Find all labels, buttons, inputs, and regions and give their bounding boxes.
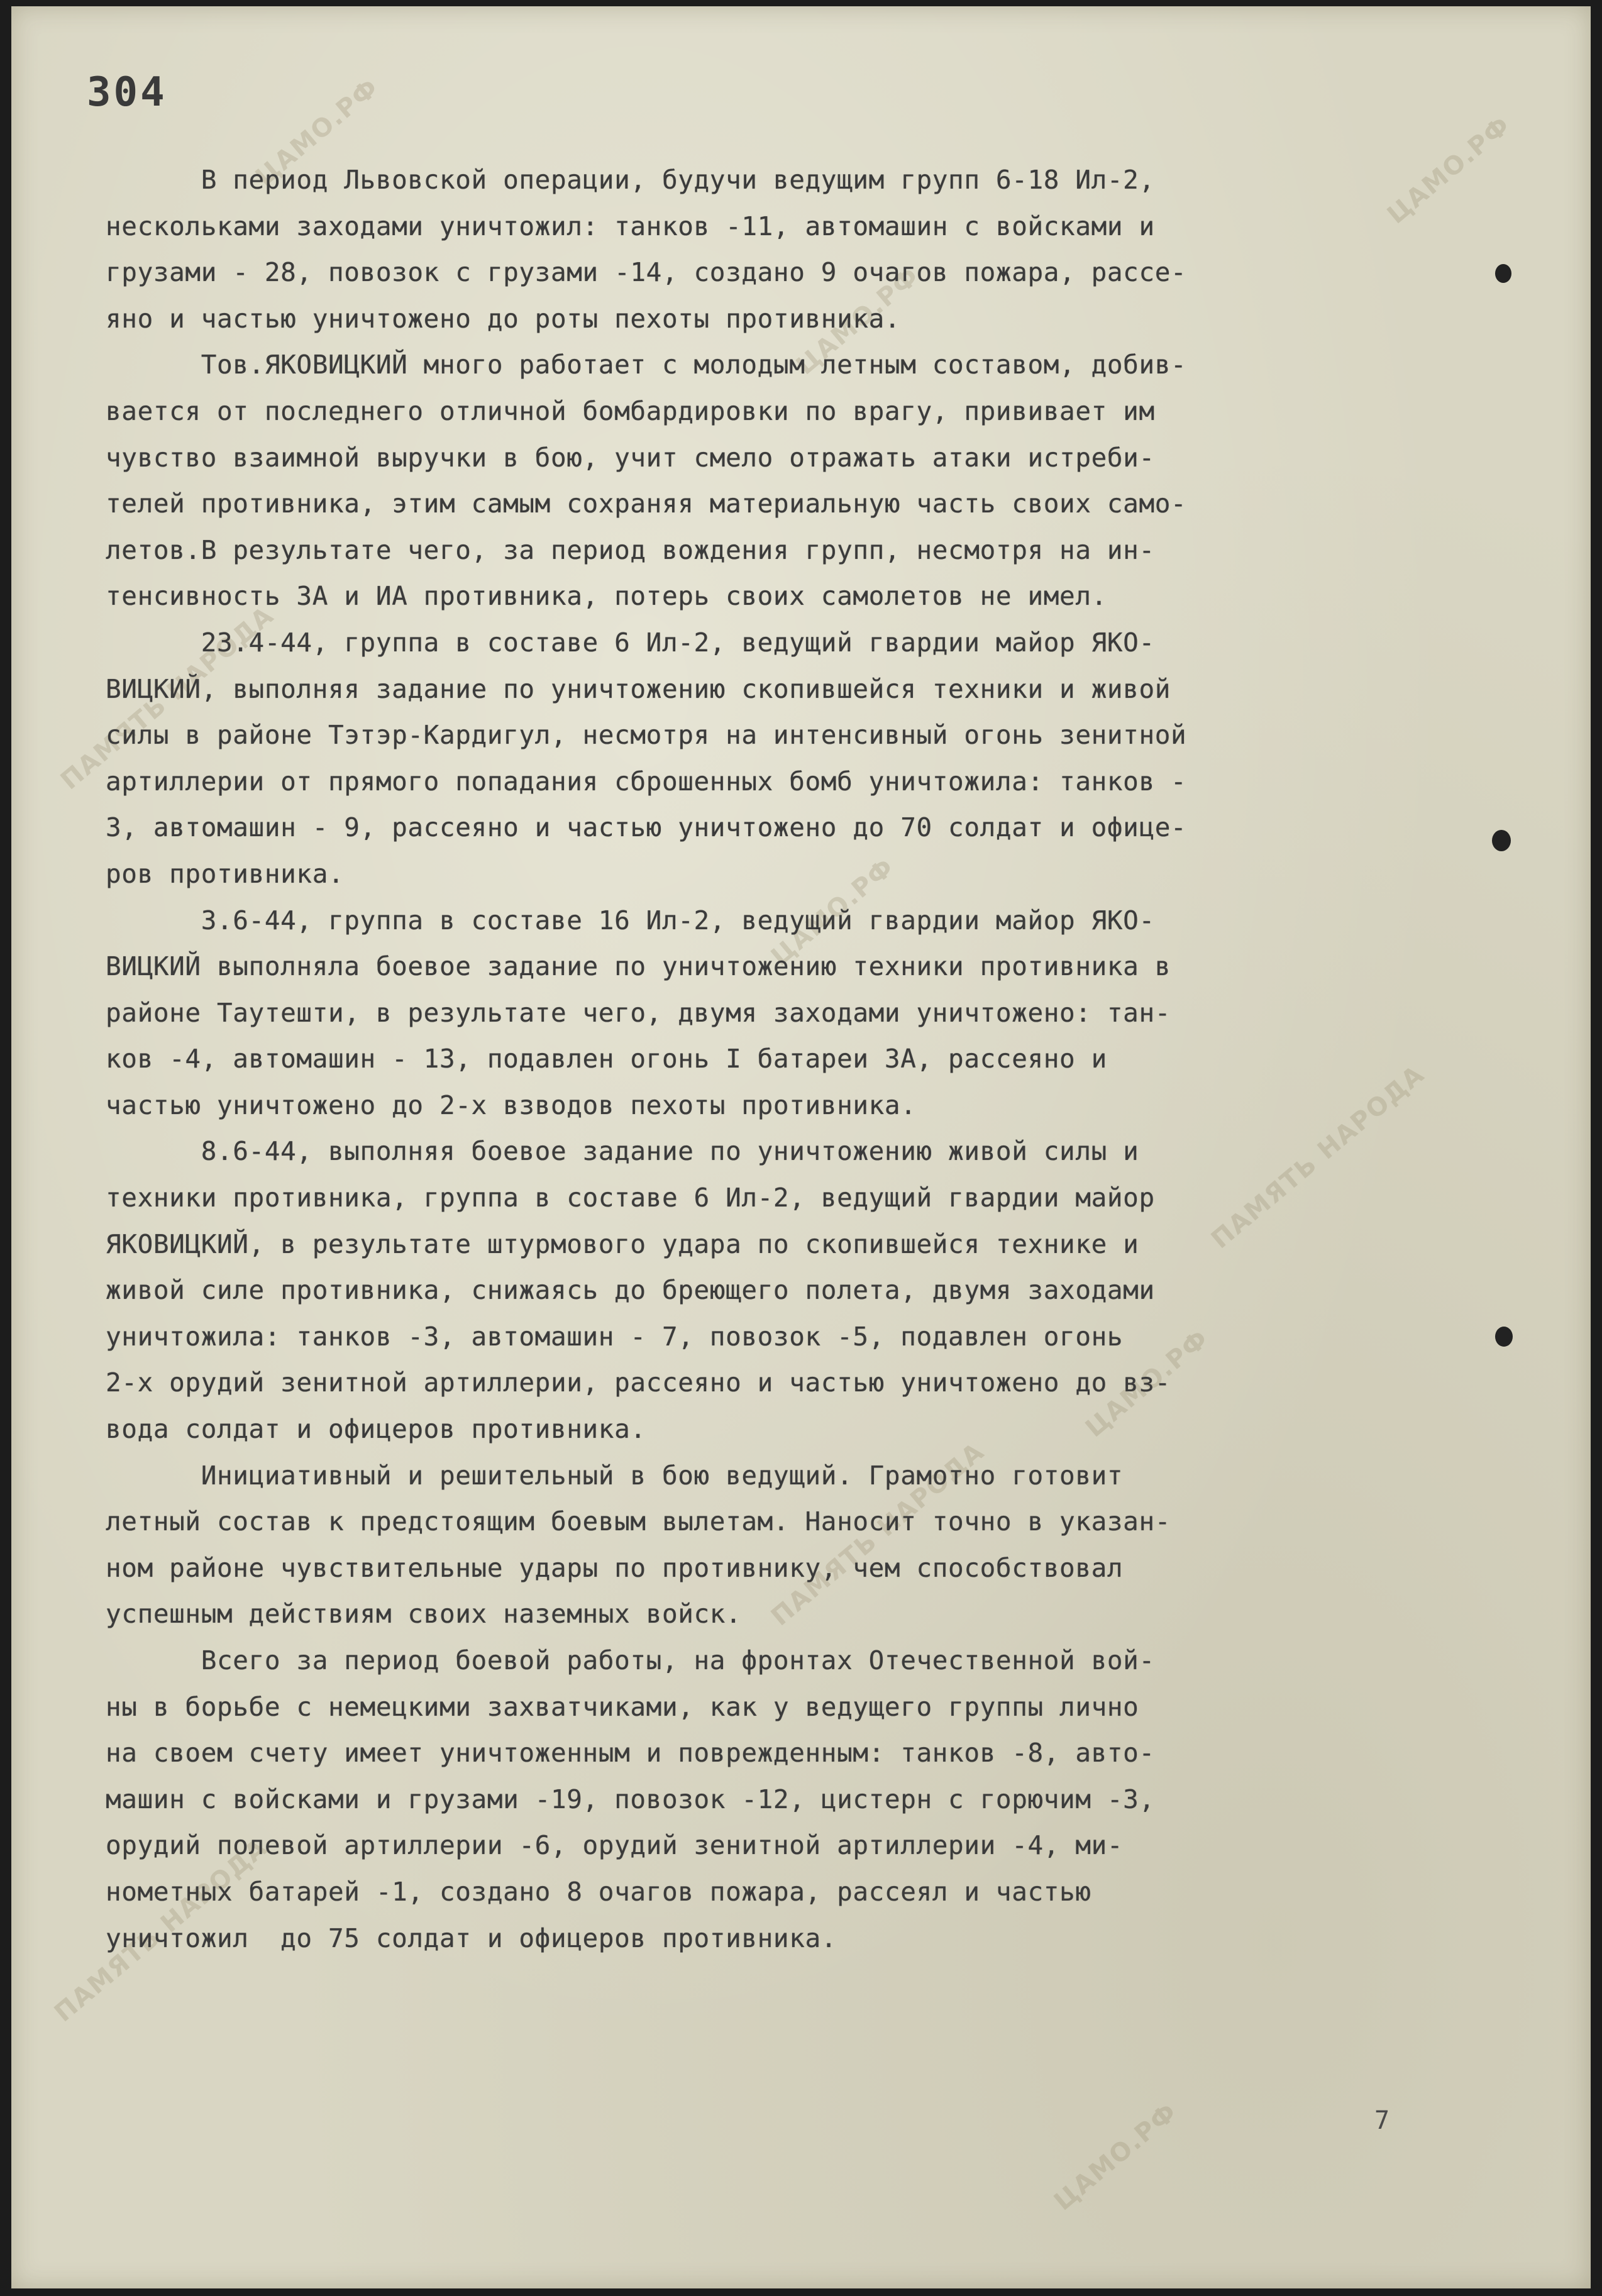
text-line: нескольками заходами уничтожил: танков -11, автомашин с войсками и — [106, 211, 1155, 241]
text-line: уничтожил до 75 солдат и офицеров противника. — [106, 1923, 837, 1953]
text-line: ны в борьбе с немецкими захватчиками, как у ведущего группы лично — [106, 1691, 1139, 1722]
text-line: вается от последнего отличной бомбардировки по врагу, прививает им — [106, 395, 1155, 426]
text-line: телей противника, этим самым сохраняя материальную часть своих само- — [106, 488, 1187, 519]
text-line: ВИЦКИЙ выполняла боевое задание по уничтожению техники противника в — [106, 951, 1171, 982]
text-line: на своем счету имеет уничтоженным и поврежденным: танков -8, авто- — [106, 1738, 1155, 1769]
text-line: орудий полевой артиллерии -6, орудий зенитной артиллерии -4, ми- — [106, 1830, 1124, 1861]
text-line: 3, автомашин - 9, рассеяно и частью уничтожено до 70 солдат и офице- — [106, 812, 1187, 843]
text-line: силы в районе Тэтэр-Кардигул, несмотря на интенсивный огонь зенитной — [106, 720, 1187, 751]
text-line: яно и частью уничтожено до роты пехоты противника. — [106, 303, 901, 334]
text-line: уничтожила: танков -3, автомашин - 7, повозок -5, подавлен огонь — [106, 1321, 1124, 1352]
text-line: вода солдат и офицеров противника. — [106, 1414, 646, 1445]
text-line: летный состав к предстоящим боевым вылетам. Наносит точно в указан- — [106, 1506, 1171, 1537]
text-line: грузами - 28, повозок с грузами -14, создано 9 очагов пожара, рассе- — [106, 257, 1187, 288]
text-line: 8.6-44, выполняя боевое задание по уничтожению живой силы и — [106, 1136, 1139, 1167]
page-number: 304 — [87, 69, 167, 116]
watermark: ПАМЯТЬ НАРОДА — [49, 1833, 273, 2028]
text-line: Тов.ЯКОВИЦКИЙ много работает с молодым летным составом, добив- — [106, 350, 1187, 380]
text-line: живой силе противника, снижаясь до бреющего полета, двумя заходами — [106, 1275, 1155, 1306]
text-line: Всего за период боевой работы, на фронтах Отечественной вой- — [106, 1645, 1155, 1675]
watermark: ПАМЯТЬ НАРОДА — [55, 600, 280, 796]
text-line: 2-х орудий зенитной артиллерии, рассеяно и частью уничтожено до вз- — [106, 1367, 1171, 1398]
text-line: районе Таутешти, в результате чего, двумя заходами уничтожено: тан- — [106, 997, 1171, 1028]
text-line: 3.6-44, группа в составе 16 Ил-2, ведущий гвардии майор ЯКО- — [106, 905, 1155, 936]
text-line: техники противника, группа в составе 6 Ил-2, ведущий гвардии майор — [106, 1183, 1155, 1213]
text-line: ном районе чувствительные удары по противнику, чем способствовал — [106, 1552, 1124, 1583]
text-line: успешным действиям своих наземных войск. — [106, 1599, 742, 1630]
document-body — [106, 157, 1527, 1962]
document-sheet — [11, 6, 1591, 2288]
text-line: 23.4-44, группа в составе 6 Ил-2, ведущий гвардии майор ЯКО- — [106, 627, 1155, 658]
watermark: ЦАМО.РФ — [1049, 2097, 1183, 2217]
watermark: ПАМЯТЬ НАРОДА — [1206, 1059, 1430, 1255]
text-line: В период Львовской операции, будучи ведущим групп 6-18 Ил-2, — [106, 165, 1155, 195]
text-line: Инициативный и решительный в бою ведущий. Грамотно готовит — [106, 1460, 1124, 1491]
footer-mark: 7 — [1374, 2106, 1390, 2135]
text-line: частью уничтожено до 2-х взводов пехоты противника. — [106, 1090, 917, 1120]
text-line: ЯКОВИЦКИЙ, в результате штурмового удара по скопившейся технике и — [106, 1228, 1139, 1259]
text-line: тенсивность ЗА и ИА противника, потерь своих самолетов не имел. — [106, 581, 1107, 612]
text-line: машин с войсками и грузами -19, повозок -12, цистерн с горючим -3, — [106, 1784, 1155, 1814]
watermark: ПАМЯТЬ НАРОДА — [766, 1437, 990, 1632]
watermark: ЦАМО.РФ — [1080, 1323, 1215, 1443]
watermark: ЦАМО.РФ — [250, 72, 385, 192]
text-line: ВИЦКИЙ, выполняя задание по уничтожению скопившейся техники и живой — [106, 673, 1171, 704]
watermark: ЦАМО.РФ — [766, 852, 900, 972]
text-line: ков -4, автомашин - 13, подавлен огонь I батареи ЗА, рассеяно и — [106, 1044, 1107, 1074]
text-line: нометных батарей -1, создано 8 очагов пожара, рассеял и частью — [106, 1876, 1091, 1907]
text-line: артиллерии от прямого попадания сброшенных бомб уничтожила: танков - — [106, 766, 1187, 797]
watermark: ЦАМО.РФ — [791, 261, 925, 381]
text-line: ров противника. — [106, 858, 345, 889]
text-line: чувство взаимной выручки в бою, учит смело отражать атаки истреби- — [106, 442, 1155, 473]
watermark: ЦАМО.РФ — [1382, 110, 1516, 230]
text-line: летов.В результате чего, за период вождения групп, несмотря на ин- — [106, 534, 1155, 565]
